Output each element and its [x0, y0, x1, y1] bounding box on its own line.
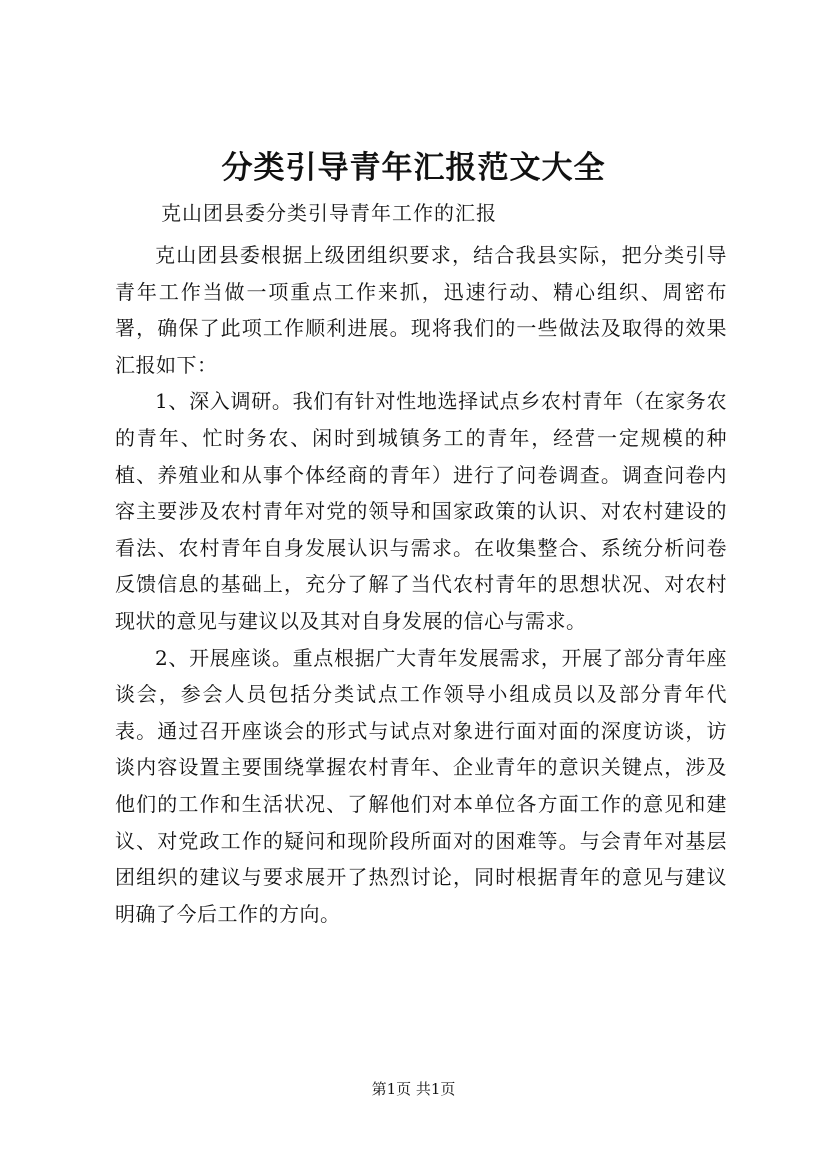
page-footer: 第1页 共1页 — [371, 1080, 456, 1098]
document-subtitle: 克山团县委分类引导青年工作的汇报 — [161, 201, 497, 225]
paragraph-research: 1、深入调研。我们有针对性地选择试点乡农村青年（在家务农的青年、忙时务农、闲时到城镇务工的青年，经营一定规模的种植、养殖业和从事个体经商的青年）进行了问卷调查。调查问卷内容主要涉及农村青年对党的领导和国家政策的认识、对农村建设的看法、农村青年自身发展认识与需求。在收集整合、系统分析问卷反馈信息的基础上，充分了解了当代农村青年的思想状况、对农村现状的意见与建议以及其对自身发展的信心与需求。 — [115, 389, 727, 633]
paragraph-intro: 克山团县委根据上级团组织要求，结合我县实际，把分类引导青年工作当做一项重点工作来抓，迅速行动、精心组织、周密布署，确保了此项工作顺利进展。现将我们的一些做法及取得的效果汇报如下： — [115, 243, 727, 377]
document-body — [115, 237, 727, 932]
paragraph-symposium: 2、开展座谈。重点根据广大青年发展需求，开展了部分青年座谈会，参会人员包括分类试点工作领导小组成员以及部分青年代表。通过召开座谈会的形式与试点对象进行面对面的深度访谈，访谈内容设置主要围绕掌握农村青年、企业青年的意识关键点，涉及他们的工作和生活状况、了解他们对本单位各方面工作的意见和建议、对党政工作的疑问和现阶段所面对的困难等。与会青年对基层团组织的建议与要求展开了热烈讨论，同时根据青年的意见与建议明确了今后工作的方向。 — [115, 645, 727, 926]
document-title: 分类引导青年汇报范文大全 — [221, 150, 606, 186]
